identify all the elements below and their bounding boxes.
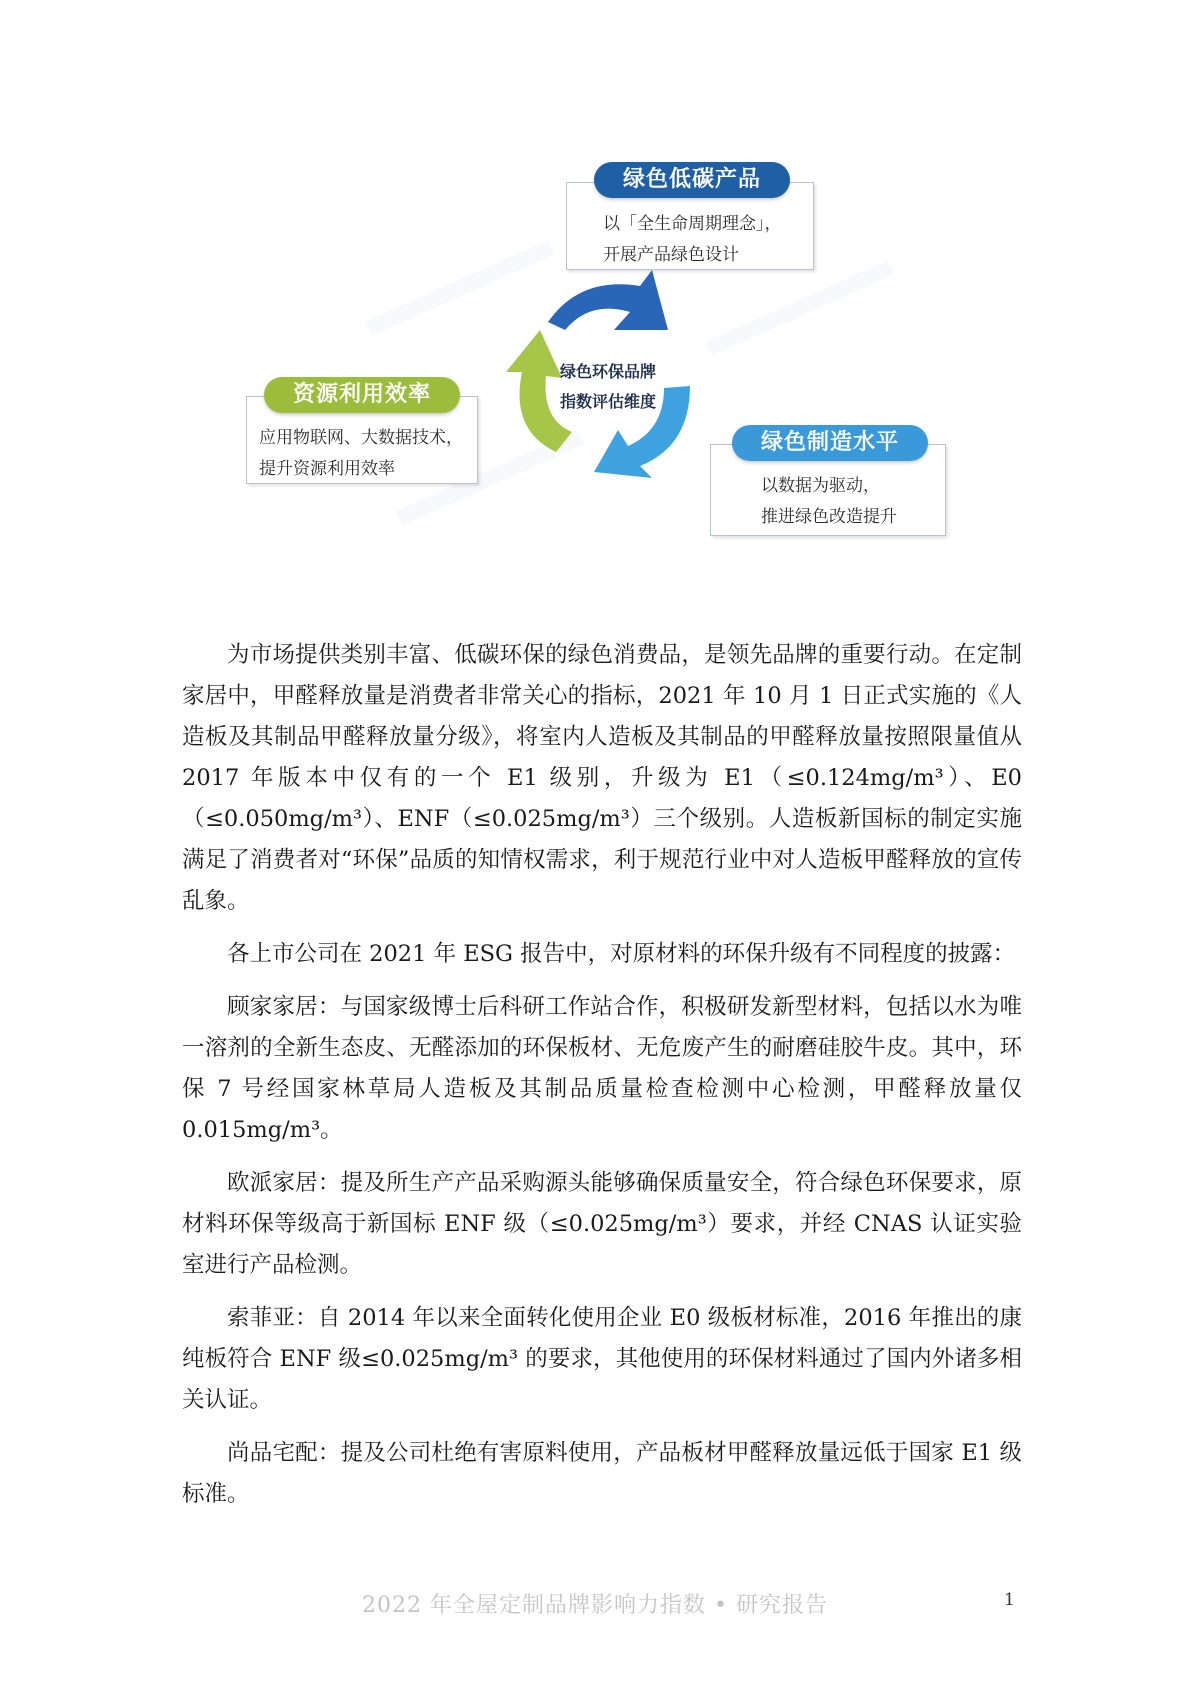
paragraph-kuka: 顾家家居：与国家级博士后科研工作站合作，积极研发新型材料，包括以水为唯一溶剂的全新生态皮、无醛添加的环保板材、无危废产生的耐磨硅胶牛皮。其中，环保 7 号经国家林草局人造板及其制品质量检查检测中心检测，甲醛释放量仅 0.015mg/m³。 xyxy=(182,994,1022,1143)
center-label xyxy=(546,357,670,417)
paragraph-sofia: 索菲亚：自 2014 年以来全面转化使用企业 E0 级板材标准，2016 年推出的康纯板符合 ENF 级≤0.025mg/m³ 的要求，其他使用的环保材料通过了国内外诸多相关认证。 xyxy=(182,1305,1022,1413)
arrow-top-icon xyxy=(548,270,668,330)
cycle-arrows xyxy=(0,0,1190,560)
box-right-line1: 以数据为驱动， xyxy=(761,476,880,496)
esg-dimension-diagram xyxy=(0,0,1190,560)
pill-green-manufacturing: 绿色制造水平 xyxy=(732,425,928,461)
body-text xyxy=(182,635,1022,1527)
paragraph-oppein: 欧派家居：提及所生产产品采购源头能够确保质量安全，符合绿色环保要求，原材料环保等级高于新国标 ENF 级（≤0.025mg/m³）要求，并经 CNAS 认证实验室进行产品检测。 xyxy=(182,1170,1022,1278)
pill-resource-efficiency: 资源利用效率 xyxy=(264,377,460,413)
box-right-line2: 推进绿色改造提升 xyxy=(761,507,897,527)
center-title-line2: 指数评估维度 xyxy=(559,392,656,411)
pill-green-low-carbon: 绿色低碳产品 xyxy=(594,162,790,198)
footer-title: 2022 年全屋定制品牌影响力指数 • 研究报告 xyxy=(362,1593,828,1618)
center-title-line1: 绿色环保品牌 xyxy=(559,362,656,381)
paragraph-shangpin: 尚品宅配：提及公司杜绝有害原料使用，产品板材甲醛释放量远低于国家 E1 级标准。 xyxy=(182,1440,1022,1507)
page-number: 1 xyxy=(1004,1590,1015,1610)
box-top-line2: 开展产品绿色设计 xyxy=(603,245,739,265)
paragraph-disclosure: 各上市公司在 2021 年 ESG 报告中，对原材料的环保升级有不同程度的披露： xyxy=(227,941,1016,967)
box-top-line1: 以「全生命周期理念」， xyxy=(603,214,782,234)
box-left-line1: 应用物联网、大数据技术， xyxy=(259,428,463,448)
paragraph-intro: 为市场提供类别丰富、低碳环保的绿色消费品，是领先品牌的重要行动。在定制家居中，甲醛释放量是消费者非常关心的指标，2021 年 10 月 1 日正式实施的《人造板及其制品甲醛释放量分级》，将室内人造板及其制品的甲醛释放量按照限量值从 2017 年版本中仅有的一个 E1 级别，升级为 E1（≤0.124mg/m³）、E0（≤0.050mg/m³）、ENF（≤0.025mg/m³）三个级别。人造板新国标的制定实施满足了消费者对“环保”品质的知情权需求，利于规范行业中对人造板甲醛释放的宣传乱象。 xyxy=(182,642,1022,914)
box-left-line2: 提升资源利用效率 xyxy=(259,459,395,479)
